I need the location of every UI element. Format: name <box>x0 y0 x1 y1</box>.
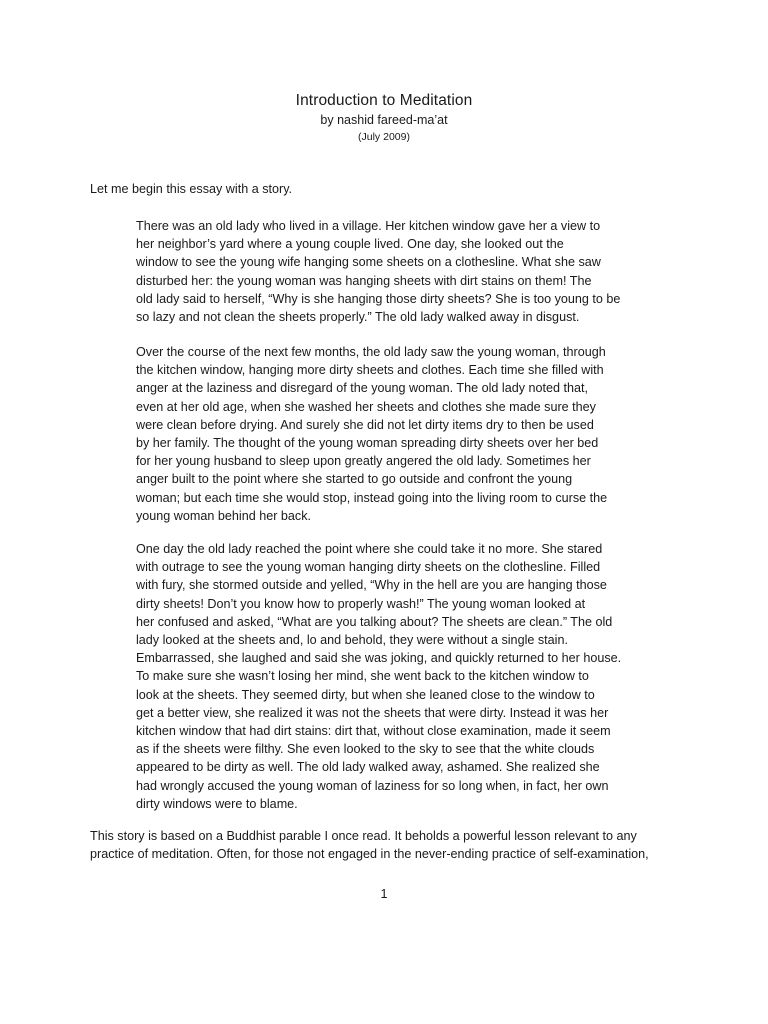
page-number: 1 <box>380 887 388 901</box>
document-author: by nashid fareed-ma’at <box>320 113 448 127</box>
text-line: were clean before drying. And surely she did not let dirty items dry to then be used <box>136 417 594 432</box>
text-line: disturbed her: the young woman was hanging sheets with dirt stains on them! The <box>136 273 592 288</box>
text-line: dirty windows were to blame. <box>136 796 298 811</box>
text-line: get a better view, she realized it was not the sheets that were dirty. Instead it was her <box>136 705 609 720</box>
story-paragraph-2 <box>136 343 607 525</box>
text-line: the kitchen window, hanging more dirty sheets and clothes. Each time she filled with <box>136 363 604 378</box>
story-paragraph-3 <box>136 540 621 813</box>
text-line: old lady said to herself, “Why is she hanging those dirty sheets? She is too young to be <box>136 291 621 306</box>
text-line: appeared to be dirty as well. The old lady walked away, ashamed. She realized she <box>136 760 600 775</box>
text-line: This story is based on a Buddhist parable I once read. It beholds a powerful lesson relevant to any <box>90 829 637 843</box>
text-line: anger at the laziness and disregard of the young woman. The old lady noted that, <box>136 381 589 396</box>
text-line: even at her old age, when she washed her sheets and clothes she made sure they <box>136 399 596 414</box>
text-line: as if the sheets were filthy. She even looked to the sky to see that the white clouds <box>136 742 595 757</box>
text-line: dirty sheets! Don’t you know how to properly wash!” The young woman looked at <box>136 596 586 611</box>
text-line: practice of meditation. Often, for those not engaged in the never-ending practice of self-examination, <box>90 847 649 862</box>
text-line: To make sure she wasn’t losing her mind, she went back to the kitchen window to <box>136 669 589 684</box>
document-date: (July 2009) <box>358 131 410 143</box>
document-title: Introduction to Meditation <box>295 92 473 109</box>
text-line: anger built to the point where she started to go outside and confront the young <box>136 472 573 487</box>
text-line: her confused and asked, “What are you talking about? The sheets are clean.” The old <box>136 614 613 629</box>
story-paragraph-1 <box>136 217 620 326</box>
text-line: woman; but each time she would stop, instead going into the living room to curse the <box>136 490 608 505</box>
text-line: There was an old lady who lived in a village. Her kitchen window gave her a view to <box>136 219 601 233</box>
text-line: One day the old lady reached the point where she could take it no more. She stared <box>136 542 603 556</box>
text-line: Over the course of the next few months, the old lady saw the young woman, through <box>136 345 606 359</box>
text-line: Embarrassed, she laughed and said she was joking, and quickly returned to her house. <box>136 651 622 666</box>
text-line: with outrage to see the young woman hanging dirty sheets on the clothesline. Filled <box>136 560 601 575</box>
text-line: for her young husband to sleep upon greatly angered the old lady. Sometimes her <box>136 454 591 469</box>
text-line: with fury, she stormed outside and yelled, “Why in the hell are you are hanging those <box>136 578 607 593</box>
text-line: window to see the young wife hanging some sheets on a clothesline. What she saw <box>136 255 601 270</box>
text-line: so lazy and not clean the sheets properly.” The old lady walked away in disgust. <box>136 310 580 325</box>
body-paragraph <box>90 827 649 863</box>
intro-sentence: Let me begin this essay with a story. <box>90 182 293 196</box>
text-line: kitchen window that had dirt stains: dirt that, without close examination, made it seem <box>136 724 611 739</box>
text-line: young woman behind her back. <box>136 508 312 523</box>
text-line: lady looked at the sheets and, lo and behold, they were without a single stain. <box>136 633 568 648</box>
text-line: look at the sheets. They seemed dirty, but when she leaned close to the window to <box>136 687 595 702</box>
text-line: by her family. The thought of the young woman spreading dirty sheets over her bed <box>136 436 599 451</box>
text-line: had wrongly accused the young woman of laziness for so long when, in fact, her own <box>136 778 609 793</box>
text-line: her neighbor’s yard where a young couple lived. One day, she looked out the <box>136 237 564 252</box>
